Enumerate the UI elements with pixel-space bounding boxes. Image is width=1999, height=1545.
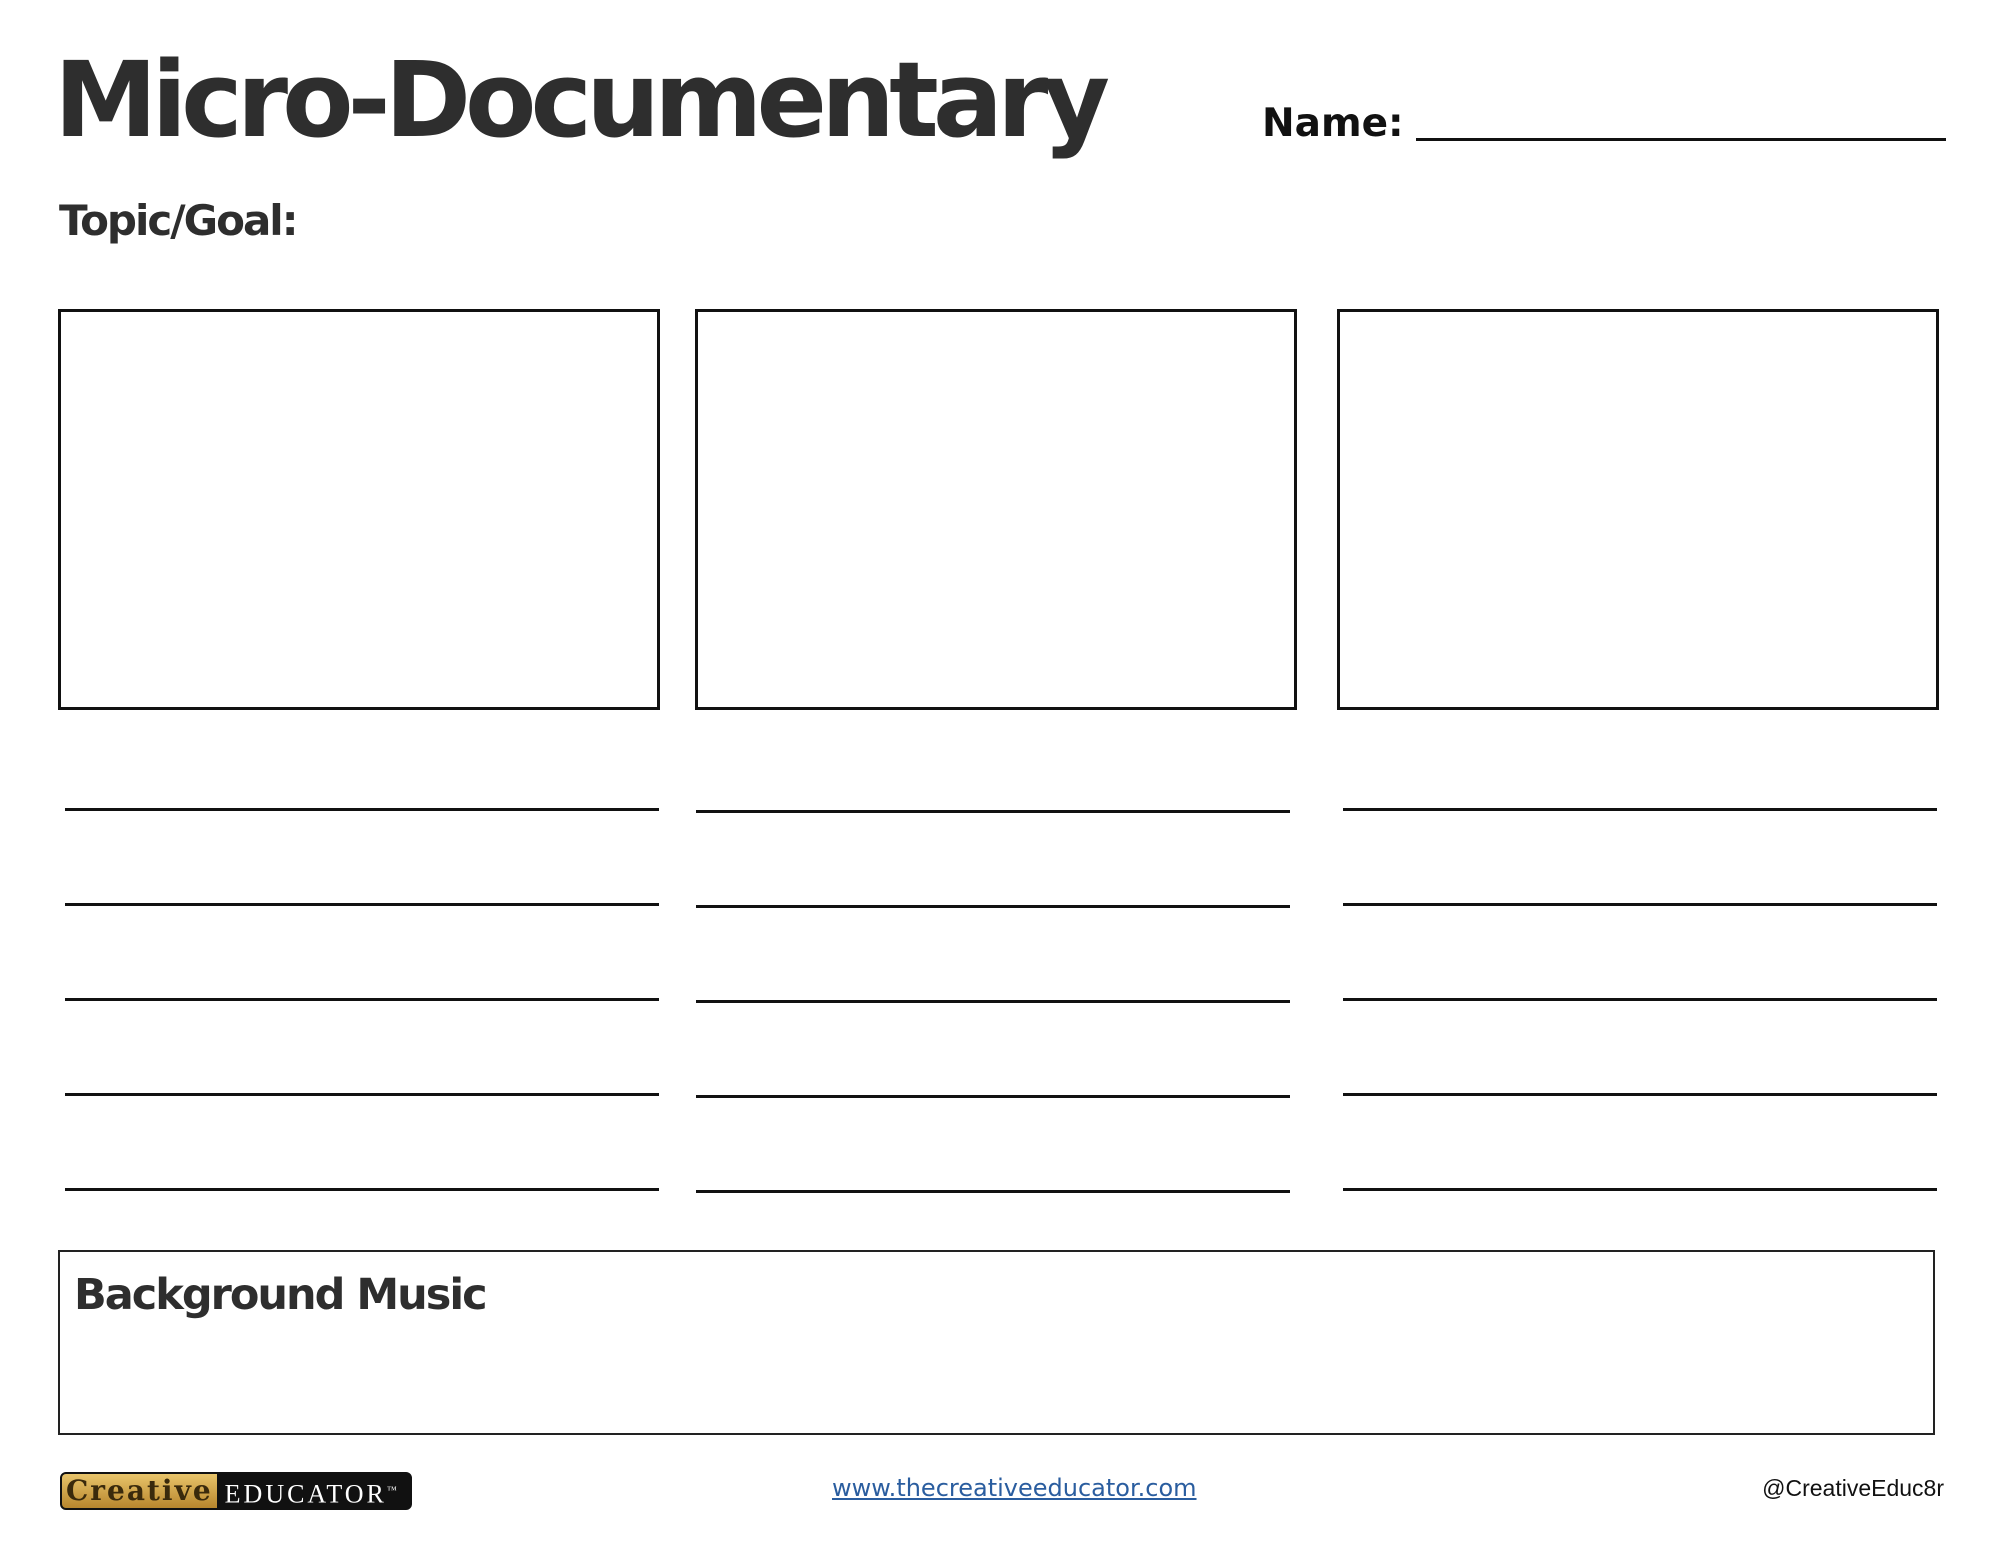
topic-goal-label: Topic/Goal:: [59, 196, 297, 245]
notes-line[interactable]: [1343, 998, 1937, 1001]
notes-line[interactable]: [1343, 903, 1937, 906]
logo-educator-text: [217, 1474, 410, 1508]
name-blank-line[interactable]: [1416, 138, 1946, 141]
creative-educator-logo: [60, 1472, 412, 1510]
storyboard-frame-3[interactable]: [1337, 309, 1939, 710]
logo-tm: ™: [386, 1485, 400, 1496]
storyboard-frame-1[interactable]: [58, 309, 660, 710]
notes-lines-column-2: [696, 810, 1290, 1285]
notes-line[interactable]: [65, 998, 659, 1001]
background-music-box[interactable]: [58, 1250, 1935, 1435]
notes-lines-column-3: [1343, 808, 1937, 1283]
social-handle: @CreativeEduc8r: [1762, 1475, 1944, 1501]
worksheet-title: Micro-Documentary: [54, 39, 1105, 161]
background-music-label: Background Music: [74, 1270, 486, 1320]
logo-creative-text: Creative: [62, 1474, 217, 1508]
notes-line[interactable]: [65, 1188, 659, 1191]
notes-line[interactable]: [696, 1190, 1290, 1193]
notes-line[interactable]: [696, 1000, 1290, 1003]
name-label: Name:: [1262, 101, 1404, 146]
website-link[interactable]: www.thecreativeeducator.com: [832, 1474, 1197, 1502]
storyboard-frame-2[interactable]: [695, 309, 1297, 710]
notes-line[interactable]: [1343, 1093, 1937, 1096]
notes-line[interactable]: [696, 1095, 1290, 1098]
logo-educator-word: EDUCATOR: [224, 1479, 387, 1509]
name-field: [1262, 101, 1946, 146]
notes-line[interactable]: [1343, 808, 1937, 811]
notes-line[interactable]: [65, 1093, 659, 1096]
notes-line[interactable]: [65, 808, 659, 811]
notes-line[interactable]: [65, 903, 659, 906]
notes-line[interactable]: [696, 810, 1290, 813]
notes-line[interactable]: [696, 905, 1290, 908]
notes-lines-column-1: [65, 808, 659, 1283]
notes-line[interactable]: [1343, 1188, 1937, 1191]
